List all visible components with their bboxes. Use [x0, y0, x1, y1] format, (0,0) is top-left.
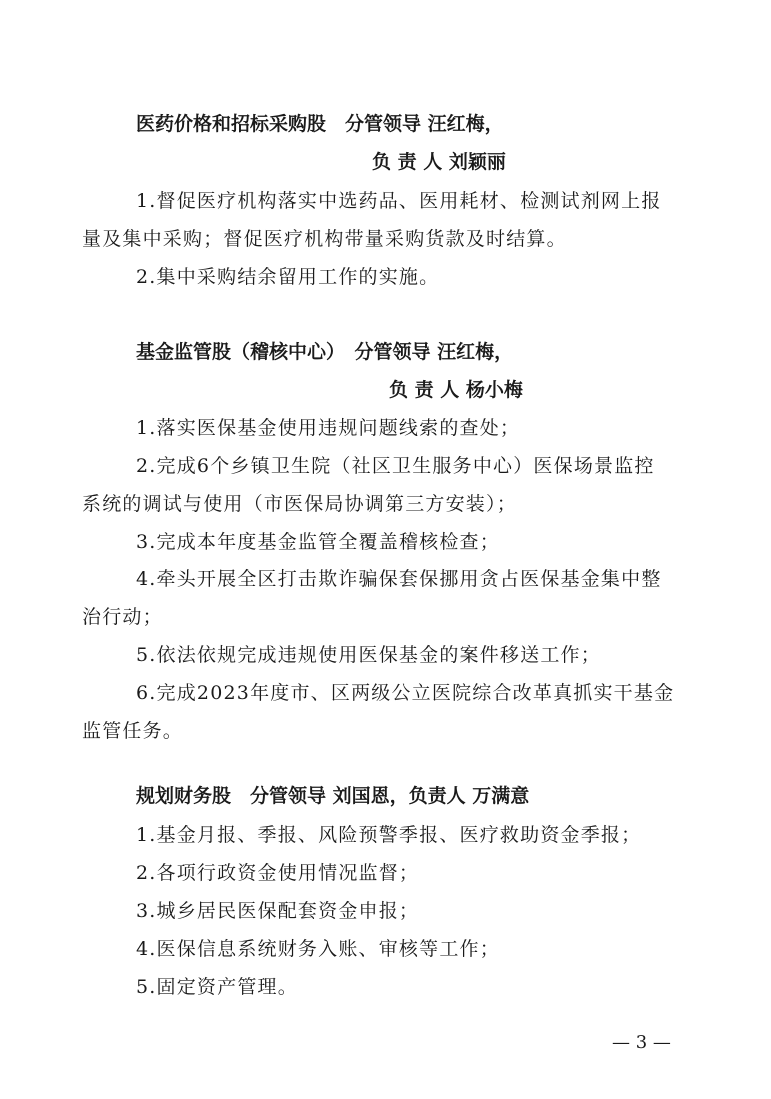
section-item: 1.督促医疗机构落实中选药品、医用耗材、检测试剂网上报 — [136, 190, 662, 212]
section-heading-fund-supervision: 基金监管股（稽核中心） 分管领导 汪红梅， — [136, 341, 514, 363]
page-number: — 3 — — [612, 1032, 671, 1053]
section-item: 1.基金月报、季报、风险预警季报、医疗救助资金季报； — [136, 824, 642, 846]
section-item: 治行动； — [82, 606, 163, 628]
section-item: 3.城乡居民医保配套资金申报； — [136, 900, 420, 922]
section-item: 系统的调试与使用（市医保局协调第三方安装）； — [82, 493, 517, 515]
section-item: 4.牵头开展全区打击欺诈骗保套保挪用贪占医保基金集中整 — [136, 568, 662, 590]
section-item: 监管任务。 — [82, 720, 184, 742]
section-responsible-fund-supervision: 负 责 人 杨小梅 — [389, 379, 523, 401]
section-item: 4.医保信息系统财务入账、审核等工作； — [136, 938, 500, 960]
section-responsible-pricing: 负 责 人 刘颖丽 — [372, 151, 506, 173]
section-item: 3.完成本年度基金监管全覆盖稽核检查； — [136, 531, 500, 553]
section-item: 5.依法依规完成违规使用医保基金的案件移送工作； — [136, 644, 601, 666]
section-heading-pricing: 医药价格和招标采购股 分管领导 汪红梅， — [136, 113, 504, 135]
section-item: 2.各项行政资金使用情况监督； — [136, 862, 420, 884]
section-item: 5.固定资产管理。 — [136, 976, 298, 998]
section-heading-finance: 规划财务股 分管领导 刘国恩，负责人 万满意 — [136, 785, 530, 807]
section-item: 2.完成6个乡镇卫生院（社区卫生服务中心）医保场景监控 — [136, 455, 655, 477]
section-item: 2.集中采购结余留用工作的实施。 — [136, 266, 440, 288]
section-item: 1.落实医保基金使用违规问题线索的查处； — [136, 417, 521, 439]
section-item: 6.完成2023年度市、区两级公立医院综合改革真抓实干基金 — [136, 682, 675, 704]
section-item: 量及集中采购；督促医疗机构带量采购货款及时结算。 — [82, 228, 567, 250]
